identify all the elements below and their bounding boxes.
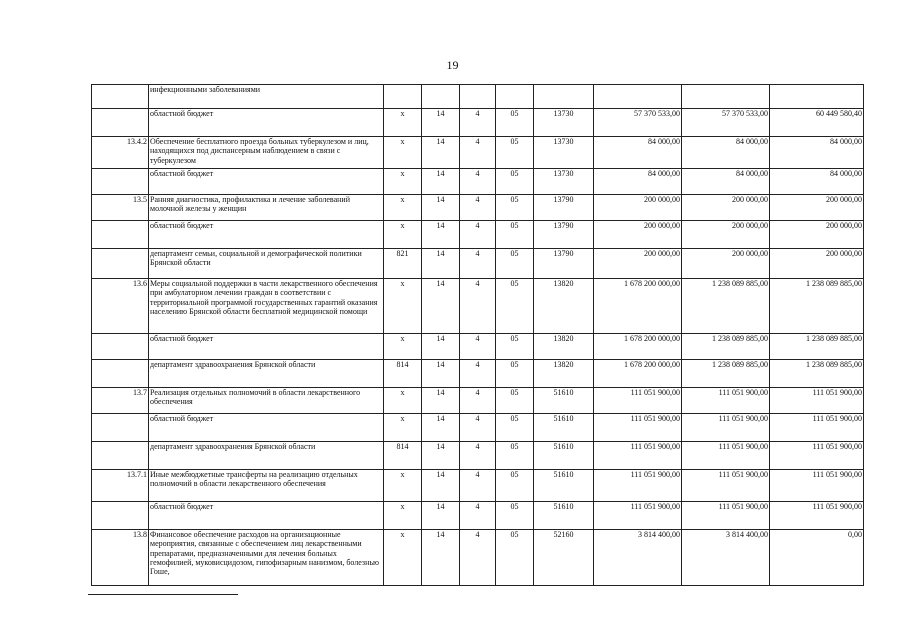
row-name-cell: Финансовое обеспечение расходов на организационные мероприятия, связанные с обеспечением лиц лекарственными препаратами, предназначенными для лечения больных гемофилией, муковисцидозом, гипофизарным нанизмом, болезнью Гоше,: [149, 530, 384, 586]
admin-code-cell: x: [384, 414, 422, 442]
amount-year1-cell: 111 051 900,00: [594, 442, 682, 470]
row-name-cell: департамент семьи, социальной и демографической политики Брянской области: [149, 249, 384, 279]
table-row: [92, 360, 864, 388]
subsection-code-cell: 4: [460, 109, 496, 137]
amount-year3-cell: 111 051 900,00: [770, 502, 864, 530]
amount-year2-cell: 84 000,00: [682, 137, 770, 169]
section-code-cell: 14: [422, 530, 460, 586]
admin-code-cell: x: [384, 470, 422, 502]
table-row: [92, 85, 864, 109]
amount-year2-cell: 111 051 900,00: [682, 388, 770, 414]
program-code-cell: 05: [496, 388, 534, 414]
table-row: [92, 195, 864, 221]
section-code-cell: 14: [422, 502, 460, 530]
amount-year3-cell: 111 051 900,00: [770, 442, 864, 470]
target-item-code-cell: 13790: [534, 221, 594, 249]
row-number-cell: 13.7: [92, 388, 149, 414]
section-code-cell: [422, 85, 460, 109]
table-row: [92, 169, 864, 195]
admin-code-cell: x: [384, 195, 422, 221]
subsection-code-cell: 4: [460, 442, 496, 470]
row-name-cell: областной бюджет: [149, 109, 384, 137]
target-item-code-cell: 13790: [534, 195, 594, 221]
amount-year3-cell: 111 051 900,00: [770, 414, 864, 442]
amount-year1-cell: 1 678 200 000,00: [594, 360, 682, 388]
program-code-cell: 05: [496, 530, 534, 586]
amount-year2-cell: 111 051 900,00: [682, 414, 770, 442]
table-row: [92, 221, 864, 249]
row-number-cell: [92, 442, 149, 470]
row-number-cell: [92, 334, 149, 360]
subsection-code-cell: 4: [460, 169, 496, 195]
subsection-code-cell: 4: [460, 195, 496, 221]
section-code-cell: 14: [422, 137, 460, 169]
program-code-cell: 05: [496, 470, 534, 502]
admin-code-cell: x: [384, 109, 422, 137]
subsection-code-cell: 4: [460, 414, 496, 442]
section-code-cell: 14: [422, 388, 460, 414]
table-row: [92, 502, 864, 530]
admin-code-cell: x: [384, 388, 422, 414]
row-number-cell: 13.6: [92, 279, 149, 334]
section-code-cell: 14: [422, 279, 460, 334]
row-name-cell: Реализация отдельных полномочий в области лекарственного обеспечения: [149, 388, 384, 414]
amount-year2-cell: 1 238 089 885,00: [682, 334, 770, 360]
row-name-cell: областной бюджет: [149, 169, 384, 195]
amount-year1-cell: 111 051 900,00: [594, 470, 682, 502]
row-number-cell: 13.4.2: [92, 137, 149, 169]
amount-year2-cell: 84 000,00: [682, 169, 770, 195]
admin-code-cell: 814: [384, 360, 422, 388]
row-number-cell: [92, 109, 149, 137]
program-code-cell: 05: [496, 414, 534, 442]
amount-year1-cell: 111 051 900,00: [594, 388, 682, 414]
amount-year2-cell: 200 000,00: [682, 249, 770, 279]
row-name-cell: Ранняя диагностика, профилактика и лечение заболеваний молочной железы у женщин: [149, 195, 384, 221]
admin-code-cell: x: [384, 221, 422, 249]
subsection-code-cell: 4: [460, 249, 496, 279]
amount-year3-cell: 1 238 089 885,00: [770, 334, 864, 360]
row-name-cell: департамент здравоохранения Брянской области: [149, 442, 384, 470]
subsection-code-cell: 4: [460, 470, 496, 502]
target-item-code-cell: 51610: [534, 502, 594, 530]
amount-year3-cell: 200 000,00: [770, 221, 864, 249]
target-item-code-cell: 13730: [534, 109, 594, 137]
subsection-code-cell: 4: [460, 360, 496, 388]
row-name-cell: Обеспечение бесплатного проезда больных туберкулезом и лиц, находящихся под диспансерным наблюдением в связи с туберкулезом: [149, 137, 384, 169]
subsection-code-cell: 4: [460, 221, 496, 249]
program-code-cell: 05: [496, 195, 534, 221]
subsection-code-cell: 4: [460, 502, 496, 530]
page-bottom-rule: [88, 594, 238, 595]
amount-year3-cell: 1 238 089 885,00: [770, 279, 864, 334]
amount-year3-cell: 200 000,00: [770, 195, 864, 221]
amount-year3-cell: 84 000,00: [770, 169, 864, 195]
section-code-cell: 14: [422, 249, 460, 279]
table-row: [92, 334, 864, 360]
amount-year3-cell: 1 238 089 885,00: [770, 360, 864, 388]
row-number-cell: [92, 85, 149, 109]
amount-year2-cell: 200 000,00: [682, 195, 770, 221]
subsection-code-cell: 4: [460, 137, 496, 169]
row-name-cell: областной бюджет: [149, 221, 384, 249]
table-row: [92, 137, 864, 169]
amount-year2-cell: 111 051 900,00: [682, 442, 770, 470]
admin-code-cell: 821: [384, 249, 422, 279]
amount-year1-cell: 111 051 900,00: [594, 502, 682, 530]
amount-year1-cell: 200 000,00: [594, 195, 682, 221]
admin-code-cell: x: [384, 530, 422, 586]
subsection-code-cell: [460, 85, 496, 109]
row-name-cell: инфекционными заболеваниями: [149, 85, 384, 109]
target-item-code-cell: 13820: [534, 360, 594, 388]
amount-year1-cell: 1 678 200 000,00: [594, 334, 682, 360]
section-code-cell: 14: [422, 109, 460, 137]
target-item-code-cell: 13730: [534, 169, 594, 195]
row-name-cell: областной бюджет: [149, 502, 384, 530]
page-number: 19: [446, 58, 459, 72]
subsection-code-cell: 4: [460, 530, 496, 586]
target-item-code-cell: 51610: [534, 414, 594, 442]
table-row: [92, 442, 864, 470]
section-code-cell: 14: [422, 360, 460, 388]
section-code-cell: 14: [422, 195, 460, 221]
row-number-cell: [92, 414, 149, 442]
amount-year3-cell: 200 000,00: [770, 249, 864, 279]
amount-year2-cell: 3 814 400,00: [682, 530, 770, 586]
program-code-cell: [496, 85, 534, 109]
target-item-code-cell: [534, 85, 594, 109]
row-name-cell: областной бюджет: [149, 414, 384, 442]
amount-year3-cell: 111 051 900,00: [770, 388, 864, 414]
target-item-code-cell: 13790: [534, 249, 594, 279]
table-row: [92, 279, 864, 334]
target-item-code-cell: 51610: [534, 388, 594, 414]
admin-code-cell: x: [384, 334, 422, 360]
target-item-code-cell: 13820: [534, 279, 594, 334]
row-name-cell: Иные межбюджетные трансферты на реализацию отдельных полномочий в области лекарственного обеспечения: [149, 470, 384, 502]
row-number-cell: 13.5: [92, 195, 149, 221]
program-code-cell: 05: [496, 109, 534, 137]
amount-year3-cell: 60 449 580,40: [770, 109, 864, 137]
target-item-code-cell: 51610: [534, 470, 594, 502]
budget-table: [91, 84, 864, 586]
amount-year1-cell: 200 000,00: [594, 221, 682, 249]
table-row: [92, 249, 864, 279]
program-code-cell: 05: [496, 502, 534, 530]
row-number-cell: [92, 502, 149, 530]
row-number-cell: [92, 249, 149, 279]
subsection-code-cell: 4: [460, 279, 496, 334]
program-code-cell: 05: [496, 137, 534, 169]
admin-code-cell: x: [384, 279, 422, 334]
target-item-code-cell: 52160: [534, 530, 594, 586]
target-item-code-cell: 51610: [534, 442, 594, 470]
row-name-cell: Меры социальной поддержки в части лекарственного обеспечения при амбулаторном лечении граждан в соответствии с территориальной программой государственных гарантий оказания населению Брянской области бесплатной медицинской помощи: [149, 279, 384, 334]
table-row: [92, 414, 864, 442]
amount-year2-cell: 57 370 533,00: [682, 109, 770, 137]
amount-year1-cell: 84 000,00: [594, 169, 682, 195]
admin-code-cell: 814: [384, 442, 422, 470]
program-code-cell: 05: [496, 442, 534, 470]
section-code-cell: 14: [422, 169, 460, 195]
amount-year1-cell: 1 678 200 000,00: [594, 279, 682, 334]
amount-year2-cell: 200 000,00: [682, 221, 770, 249]
row-number-cell: [92, 360, 149, 388]
program-code-cell: 05: [496, 360, 534, 388]
subsection-code-cell: 4: [460, 334, 496, 360]
amount-year1-cell: 84 000,00: [594, 137, 682, 169]
program-code-cell: 05: [496, 221, 534, 249]
admin-code-cell: [384, 85, 422, 109]
section-code-cell: 14: [422, 442, 460, 470]
amount-year1-cell: 111 051 900,00: [594, 414, 682, 442]
row-number-cell: 13.8: [92, 530, 149, 586]
row-name-cell: областной бюджет: [149, 334, 384, 360]
amount-year2-cell: [682, 85, 770, 109]
table-row: [92, 388, 864, 414]
amount-year1-cell: 200 000,00: [594, 249, 682, 279]
subsection-code-cell: 4: [460, 388, 496, 414]
amount-year1-cell: 57 370 533,00: [594, 109, 682, 137]
section-code-cell: 14: [422, 414, 460, 442]
admin-code-cell: x: [384, 137, 422, 169]
section-code-cell: 14: [422, 470, 460, 502]
row-number-cell: [92, 221, 149, 249]
row-name-cell: департамент здравоохранения Брянской области: [149, 360, 384, 388]
program-code-cell: 05: [496, 334, 534, 360]
amount-year3-cell: 84 000,00: [770, 137, 864, 169]
program-code-cell: 05: [496, 279, 534, 334]
target-item-code-cell: 13820: [534, 334, 594, 360]
row-number-cell: [92, 169, 149, 195]
amount-year1-cell: 3 814 400,00: [594, 530, 682, 586]
program-code-cell: 05: [496, 169, 534, 195]
amount-year3-cell: 111 051 900,00: [770, 470, 864, 502]
table-row: [92, 109, 864, 137]
amount-year3-cell: 0,00: [770, 530, 864, 586]
amount-year2-cell: 1 238 089 885,00: [682, 279, 770, 334]
row-number-cell: 13.7.1: [92, 470, 149, 502]
amount-year3-cell: [770, 85, 864, 109]
amount-year2-cell: 111 051 900,00: [682, 502, 770, 530]
program-code-cell: 05: [496, 249, 534, 279]
amount-year1-cell: [594, 85, 682, 109]
admin-code-cell: x: [384, 169, 422, 195]
amount-year2-cell: 111 051 900,00: [682, 470, 770, 502]
amount-year2-cell: 1 238 089 885,00: [682, 360, 770, 388]
section-code-cell: 14: [422, 334, 460, 360]
target-item-code-cell: 13730: [534, 137, 594, 169]
section-code-cell: 14: [422, 221, 460, 249]
admin-code-cell: x: [384, 502, 422, 530]
table-row: [92, 530, 864, 586]
table-row: [92, 470, 864, 502]
